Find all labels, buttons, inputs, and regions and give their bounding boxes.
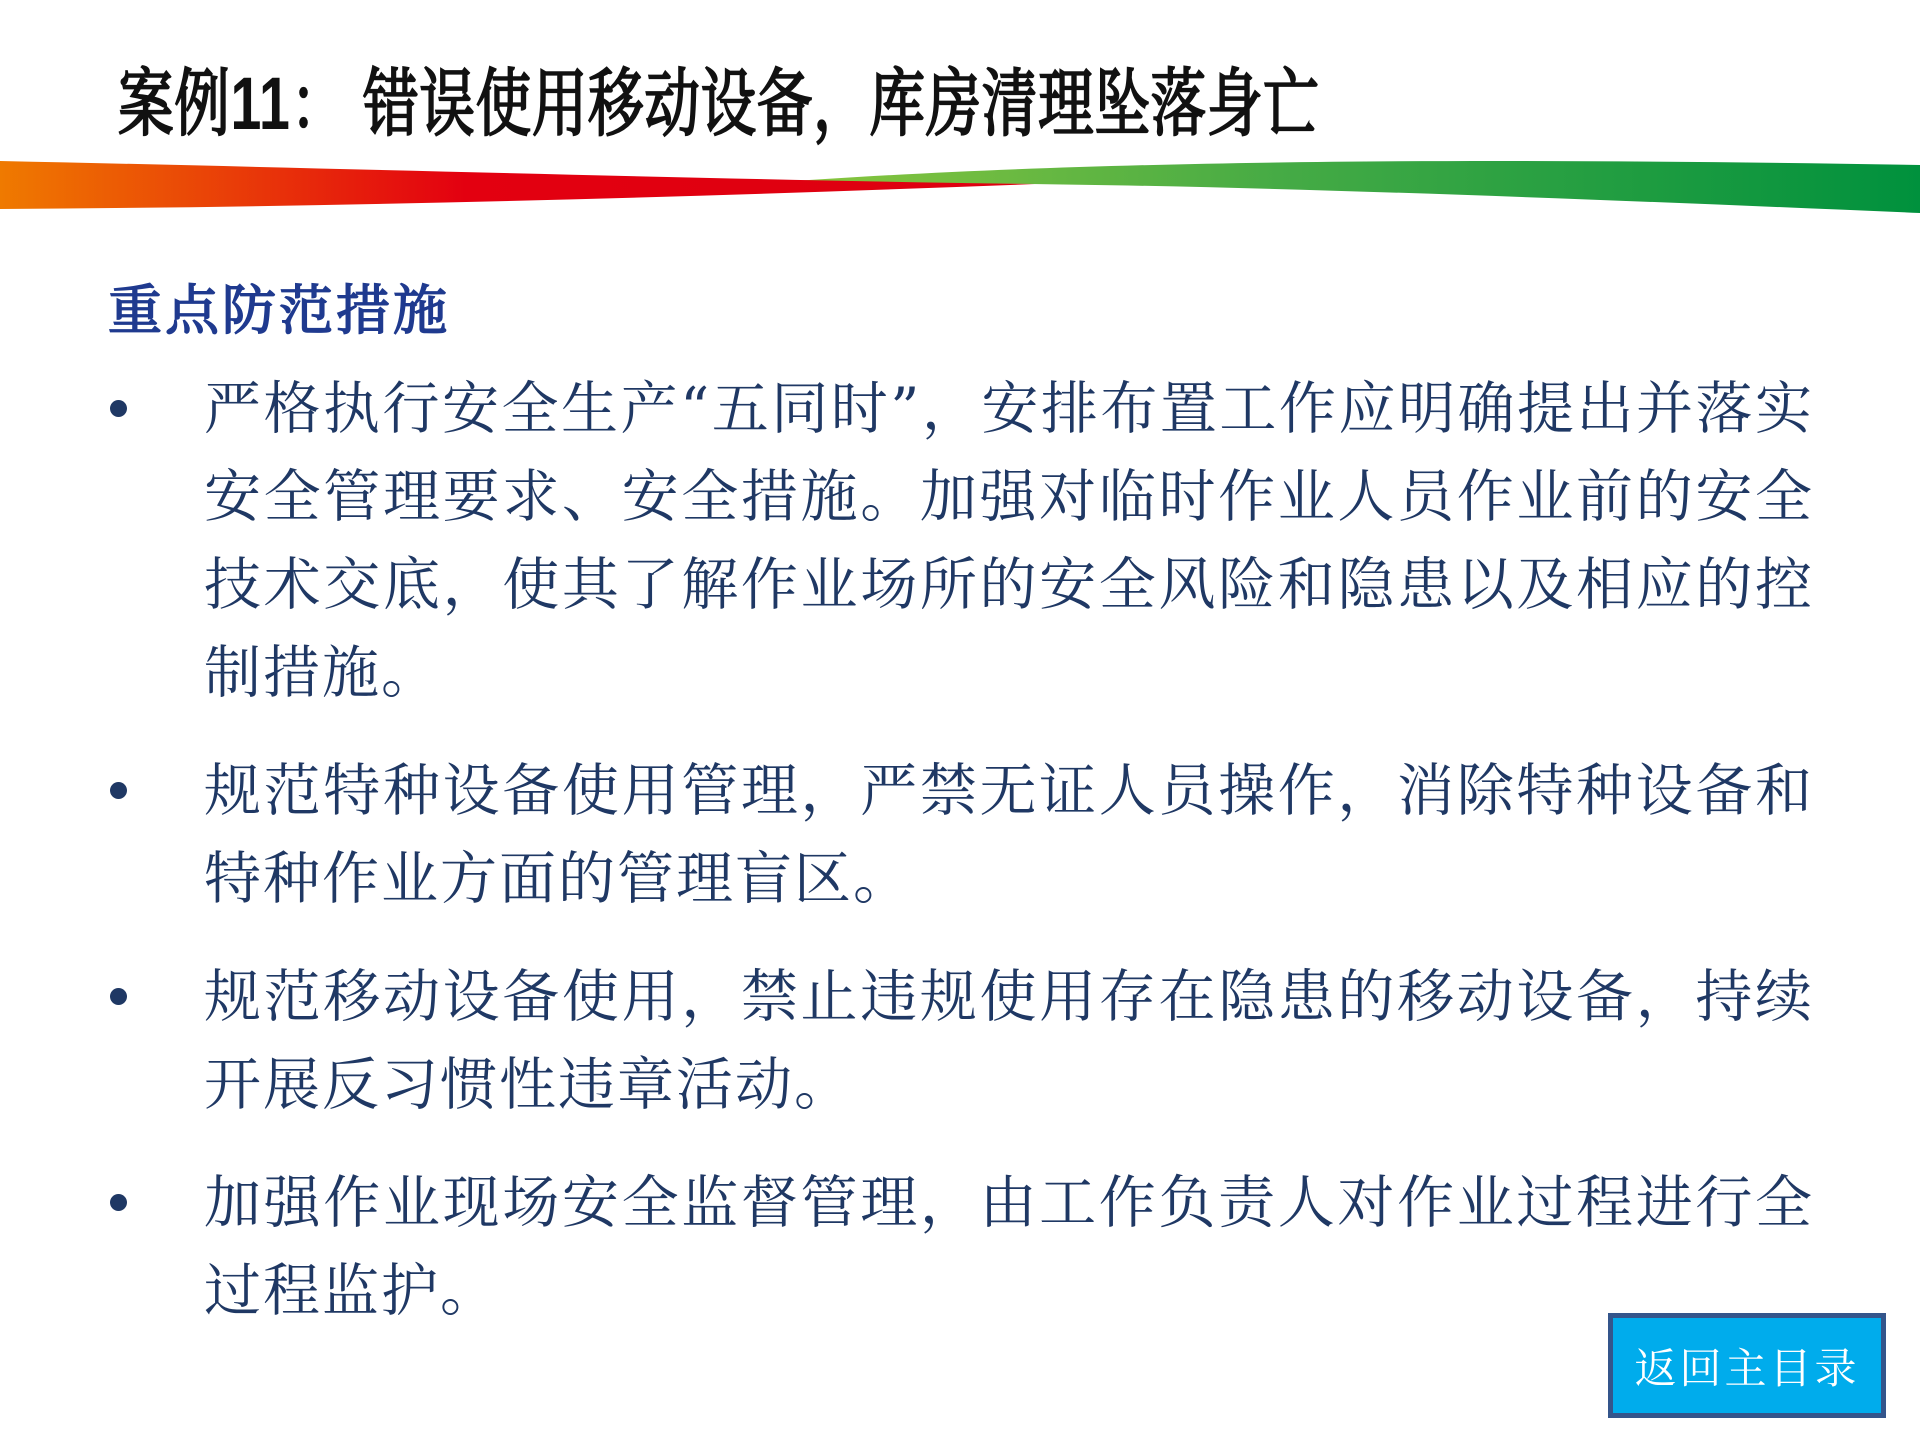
bullet-item bbox=[204, 1159, 1814, 1335]
bullet-icon bbox=[110, 400, 127, 417]
bullet-icon bbox=[110, 782, 127, 799]
orange-red-wave bbox=[0, 161, 1035, 209]
bullet-icon bbox=[110, 988, 127, 1005]
slide-title: 案例11： 错误使用移动设备，库房清理坠落身亡 bbox=[118, 62, 1320, 145]
bullet-text: 规范移动设备使用，禁止违规使用存在隐患的移动设备，持续开展反习惯性违章活动。 bbox=[204, 964, 1814, 1118]
bullet-text: 规范特种设备使用管理，严禁无证人员操作，消除特种设备和特种作业方面的管理盲区。 bbox=[204, 758, 1814, 912]
bullet-item bbox=[204, 747, 1814, 923]
section-heading: 重点防范措施 bbox=[108, 281, 450, 341]
back-button-label: 返回主目录 bbox=[1634, 1343, 1860, 1393]
ribbon-wave-graphic bbox=[0, 0, 1920, 300]
bullet-text: 严格执行安全生产“五同时”，安排布置工作应明确提出并落实安全管理要求、安全措施。加强对临时作业人员作业前的安全技术交底，使其了解作业场所的安全风险和隐患以及相应的控制措施。 bbox=[204, 376, 1814, 706]
bullet-item bbox=[204, 365, 1814, 717]
bullet-text: 加强作业现场安全监督管理，由工作负责人对作业过程进行全过程监护。 bbox=[204, 1170, 1814, 1324]
bullet-icon bbox=[110, 1194, 127, 1211]
back-to-main-menu-button[interactable] bbox=[1608, 1313, 1886, 1418]
bullet-list bbox=[204, 365, 1814, 1365]
green-wave bbox=[752, 161, 1920, 213]
bullet-item bbox=[204, 953, 1814, 1129]
